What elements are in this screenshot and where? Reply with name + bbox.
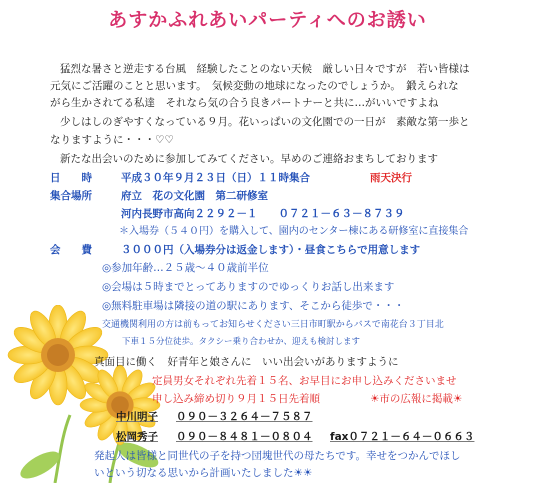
venue-address: 河内長野市高向２２９２－１ ０７２１－６３－８７３９	[121, 208, 405, 220]
city-note: ☀市の広報に掲載☀	[370, 393, 463, 405]
intro-line: 猛烈な暑さと逆走する台風 経験したことのない天候 厳しい日々ですが 若い皆様は	[60, 63, 470, 75]
capacity-note: 定員男女それぞれ先着１５名、お早目にお申し込みくださいませ	[152, 375, 457, 387]
contact-name: 中川明子	[116, 411, 158, 423]
footer-line: いという切なる思いから計画いたしました☀☀	[94, 467, 313, 479]
intro-line: 新たな出会いのために参加してみてください。早めのご連絡おまちしております	[60, 153, 438, 165]
bullet-item: ◎無料駐車場は隣接の道の駅にあります、そこから徒歩で・・・	[102, 300, 405, 312]
transport-line: 交通機関利用の方は前もってお知らせください三日市町駅からバスで南花台３丁目北	[102, 320, 444, 330]
transport-line: 下車１５分位徒歩。タクシー乗り合わせか、迎えも検討します	[122, 337, 361, 347]
bullet-item: ◎会場は５時までとってありますのでゆっくりお話し出来ます	[102, 281, 395, 293]
rain-note: 雨天決行	[370, 172, 412, 184]
page-title: あすかふれあいパーティへのお誘い	[108, 9, 427, 31]
intro-line: 元気にご活躍のことと思います。 気候変動の地球になったのでしょうか。 鍛えられな	[50, 80, 459, 92]
footer-line: 発起人は皆様と同世代の子を持つ団塊世代の母たちです。幸せをつかんでほし	[94, 450, 461, 462]
venue-value: 府立 花の文化園 第二研修室	[121, 190, 268, 202]
date-value: 平成３０年９月２３日（日）１１時集合	[121, 172, 310, 184]
contact-fax: fax０７２１－６４－０６６３	[330, 431, 475, 443]
deadline-note: 申し込み締め切り９月１５日先着順	[152, 393, 320, 405]
intro-line: なりますように・・・♡♡	[50, 134, 174, 146]
intro-line: 少しはしのぎやすくなっている９月。花いっぱいの文化園での一日が 素敵な第一歩と	[60, 116, 470, 128]
closing-line: 真面目に働く 好青年と娘さんに いい出会いがありますように	[94, 356, 399, 368]
fee-value: ３０００円（入場券分は返金します）・昼食こちらで用意します	[121, 244, 421, 256]
date-label: 日 時	[50, 172, 92, 184]
contact-phone: ０９０－３２６４－７５８７	[176, 411, 313, 423]
intro-line: がら生かされてる私達 それなら気の合う良きパートナーと共に…がいいですよね	[50, 97, 439, 109]
contact-name: 松岡秀子	[116, 431, 158, 443]
fee-label: 会 費	[50, 244, 92, 256]
bullet-item: ◎参加年齢…２５歳～４０歳前半位	[102, 262, 269, 274]
contact-phone: ０９０－８４８１－０８０４	[176, 431, 313, 443]
venue-label: 集合場所	[50, 190, 92, 202]
ticket-note: ＊入場券（５４０円）を購入して、園内のセンター棟にある研修室に直接集合	[119, 226, 469, 237]
